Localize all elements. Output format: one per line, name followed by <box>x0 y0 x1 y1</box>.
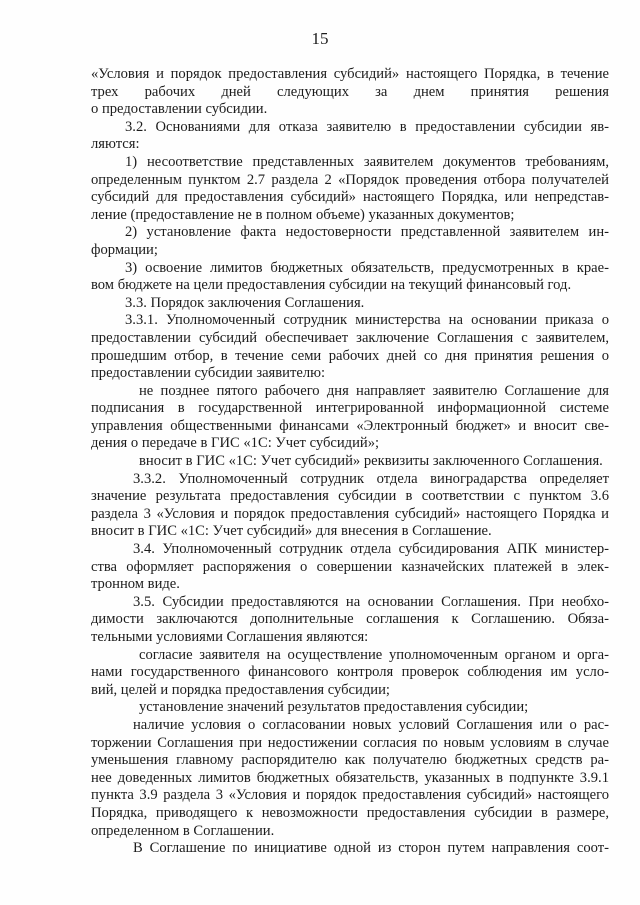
text-line: 3.2. Основаниями для отказа заявителю в предоставлении субсидии яв- <box>125 118 609 135</box>
text-line: не позднее пятого рабочего дня направляет заявителю Соглашение для <box>139 382 609 399</box>
text-line: 3.4. Уполномоченный сотрудник отдела субсидирования АПК министер- <box>133 541 609 558</box>
text-line: трех рабочих дней следующих за днем принятия решения <box>91 83 609 100</box>
text-line: ства оформляет распоряжения о совершении казначейских платежей в элек- <box>91 558 609 575</box>
text-line: Порядка, приводящего к невозможности предоставления субсидии в размере, <box>91 804 609 821</box>
text-line: определенным пунктом 2.7 раздела 2 «Порядок проведения отбора получателей <box>91 171 609 188</box>
page-number: 15 <box>311 29 329 48</box>
text-line: ляются: <box>91 136 140 153</box>
text-line: вий, целей и порядка предоставления субсидии; <box>91 681 390 698</box>
text-line: установление значений результатов предоставления субсидии; <box>139 699 529 716</box>
text-line: субсидий для предоставления субсидий» настоящего Порядка, или непредстав- <box>91 189 609 206</box>
text-line: В Соглашение по инициативе одной из сторон путем направления соот- <box>133 840 609 857</box>
text-line: вносит в ГИС «1С: Учет субсидий» реквизиты заключенного Соглашения. <box>139 453 603 470</box>
text-line: ление (предоставление не в полном объеме) указанных документов; <box>91 206 515 223</box>
text-line: раздела 3 «Условия и порядок предоставления субсидий» настоящего Порядка и <box>91 505 609 522</box>
text-line: нее доведенных лимитов бюджетных обязательств, указанных в подпункте 3.9.1 <box>91 769 609 786</box>
text-line: 1) несоответствие представленных заявителем документов требованиям, <box>125 153 609 170</box>
text-line: формации; <box>91 241 158 258</box>
text-line: предоставлении субсидии заявителю: <box>91 365 326 382</box>
text-line: наличие условия о согласовании новых условий Соглашения или о рас- <box>133 716 609 733</box>
text-line: управления общественными финансами «Электронный бюджет» и вносит све- <box>91 417 609 434</box>
text-line: 3.3. Порядок заключения Соглашения. <box>125 294 365 311</box>
text-line: определенном в Соглашении. <box>91 822 275 839</box>
text-line: пункта 3.9 раздела 3 «Условия и порядок предоставления субсидий» настоящего <box>91 787 609 804</box>
text-line: «Условия и порядок предоставления субсидий» настоящего Порядка, в течение <box>91 66 609 82</box>
text-line: дения о передаче в ГИС «1С: Учет субсидий»; <box>91 435 380 452</box>
text-line: димости заключаются дополнительные соглашения к Соглашению. Обяза- <box>91 611 609 628</box>
text-line: 2) установление факта недостоверности представленной заявителем ин- <box>125 224 609 241</box>
text-line: 3.3.2. Уполномоченный сотрудник отдела виноградарства определяет <box>133 470 609 487</box>
text-line: 3.3.1. Уполномоченный сотрудник министерства на основании приказа о <box>125 312 609 329</box>
text-line: прошедшим отбор, в течение семи рабочих дней со дня принятия решения о <box>91 347 609 364</box>
text-line: о предоставлении субсидии. <box>91 101 268 118</box>
text-line: согласие заявителя на осуществление уполномоченным органом и орга- <box>139 646 609 663</box>
text-line: вносит в ГИС «1С: Учет субсидий» для внесения в Соглашение. <box>91 523 492 540</box>
text-line: значение результата предоставления субсидии в соответствии с пунктом 3.6 <box>91 488 609 505</box>
text-line: нами государственного финансового контроля проверок соблюдения им усло- <box>91 664 609 681</box>
text-line: 3.5. Субсидии предоставляются на основании Соглашения. При необхо- <box>133 593 609 610</box>
text-line: тельными условиями Соглашения являются: <box>91 629 369 645</box>
text-line: вом бюджете на цели предоставления субсидии на текущий финансовый год. <box>91 277 572 294</box>
text-line: тронном виде. <box>91 576 180 593</box>
text-line: уменьшения главному распорядителю как получателю бюджетных средств ра- <box>91 752 609 769</box>
document-body <box>91 66 609 858</box>
text-line: 3) освоение лимитов бюджетных обязательств, предусмотренных в крае- <box>125 259 609 276</box>
text-line: подписания в государственной интегрированной информационной системе <box>91 400 609 417</box>
text-line: предоставлении субсидий обеспечивает заключение Соглашения с заявителем, <box>91 329 609 346</box>
text-line: торжении Соглашения при недостижении согласия по новым условиям в случае <box>91 734 609 751</box>
